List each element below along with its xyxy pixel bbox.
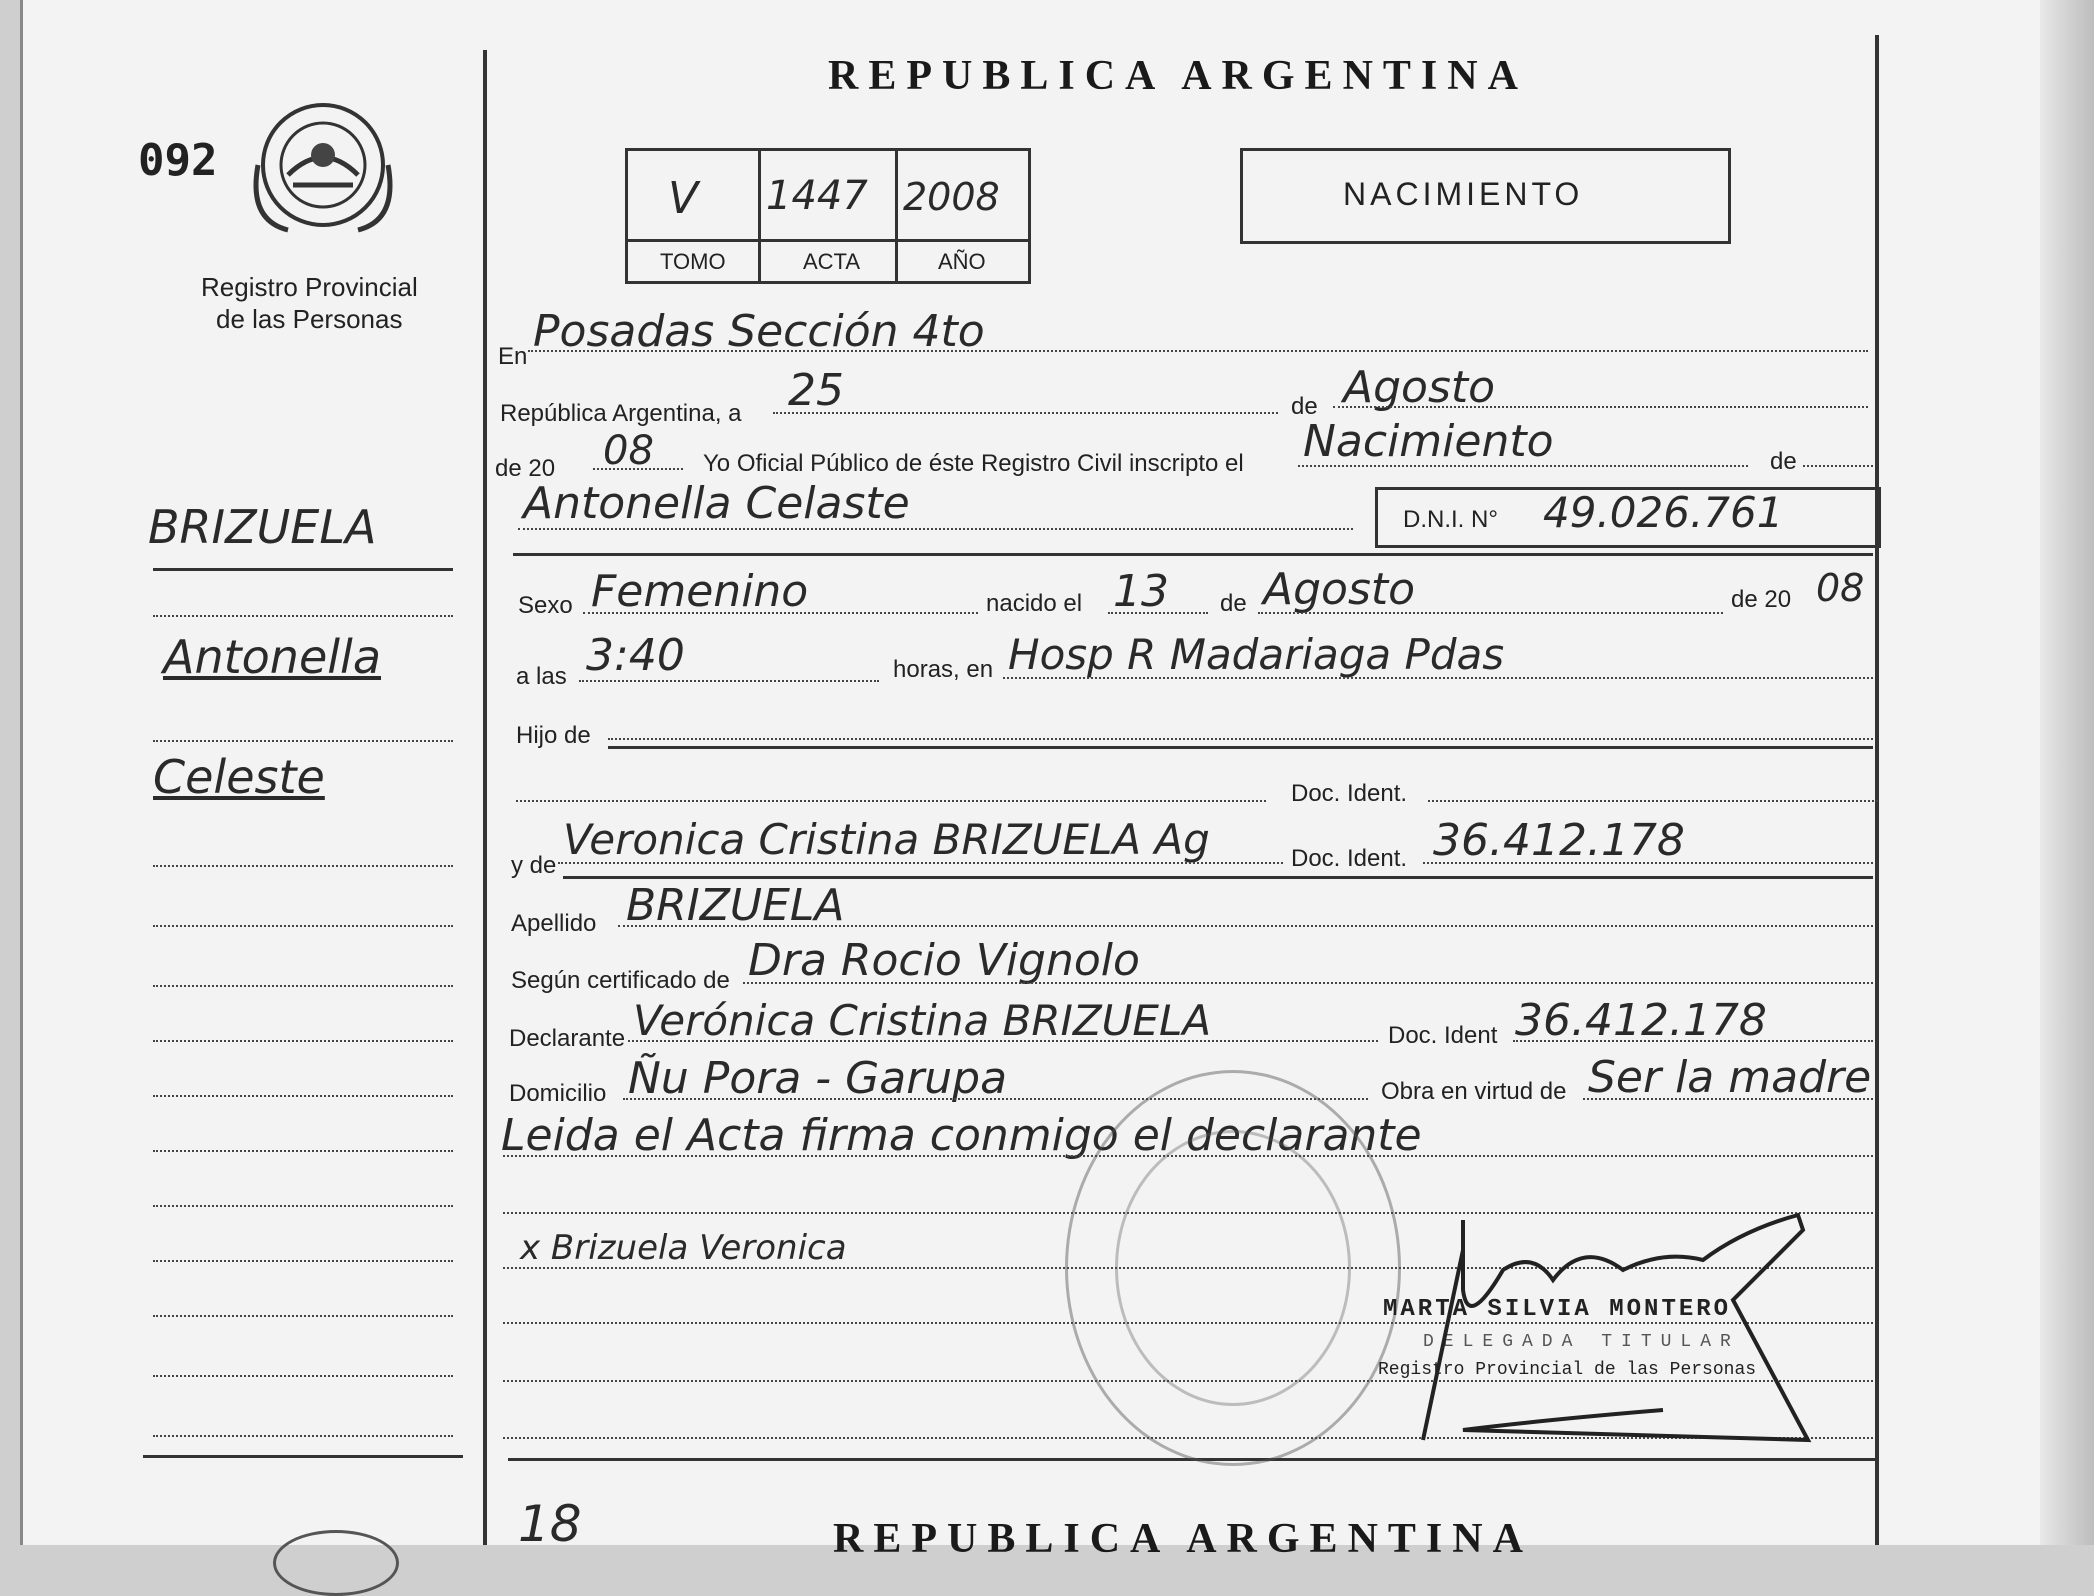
sidebar-dotline [153,1205,453,1207]
de-label: de [1291,393,1318,420]
sidebar-second-name: Celeste [153,750,325,804]
inscripto-value: Nacimiento [1303,416,1554,467]
row-line [743,982,1873,984]
de20-label: de 20 [495,455,556,482]
sidebar-dotline [153,740,453,742]
row-line [1333,406,1868,408]
row-line [563,876,1873,879]
dni-label: D.N.I. N° [1403,506,1498,533]
sexo-label: Sexo [518,592,573,619]
row-line [518,528,1353,530]
row-line [1108,612,1208,614]
month-value: Agosto [1343,362,1496,413]
row-line [1258,612,1723,614]
row-line [773,412,1278,414]
document-page [20,0,2063,1562]
row-line [618,925,1873,927]
birth-year: 08 [1816,566,1865,610]
row-line [1003,677,1873,679]
sidebar-dotline [153,1040,453,1042]
republica-label: República Argentina, a [500,400,742,427]
certificado-value: Dra Rocio Vignolo [748,935,1140,986]
en-label: En [498,343,528,370]
de-label2: de [1770,448,1797,475]
apellido-value: BRIZUELA [626,880,845,931]
declarante-label: Declarante [509,1025,626,1052]
sidebar-first-name: Antonella [163,630,382,684]
official-office: Registro Provincial de las Personas [1378,1360,1757,1380]
row-line [1298,465,1748,467]
row-line [628,1040,1378,1042]
sidebar-dotline [153,1095,453,1097]
dni-value: 49.026.761 [1543,488,1784,537]
sidebar-dotline [153,615,453,617]
declarante-value: Verónica Cristina BRIZUELA [633,996,1212,1045]
doc-ident-label3: Doc. Ident [1388,1022,1498,1049]
row-line [579,680,879,682]
apellido-label: Apellido [511,910,597,937]
oficial-label: Yo Oficial Público de éste Registro Civil inscripto el [703,450,1244,477]
sidebar-bottom-line [143,1455,463,1458]
hijo-label: Hijo de [516,722,591,749]
acta-value: 1447 [766,173,868,219]
row-line [593,468,683,470]
acta-label: ACTA [803,249,861,274]
row-line [528,350,1868,352]
row-line [1423,862,1873,864]
madre-doc: 36.412.178 [1433,815,1685,866]
de20-label2: de 20 [1731,586,1792,613]
madre-value: Veronica Cristina BRIZUELA Ag [563,815,1210,864]
year-value: 08 [603,428,654,474]
footer-title: REPUBLICA ARGENTINA [833,1516,1533,1562]
sidebar-dotline [153,1150,453,1152]
sidebar-dotline [153,1375,453,1377]
page-edge [2040,0,2094,1545]
row-line [558,862,1283,864]
act-type: NACIMIENTO [1343,176,1584,212]
registry-name-line1: Registro Provincial [201,272,418,302]
registry-number: 092 [138,135,218,186]
yde-label: y de [511,852,557,879]
official-signature [1403,1210,1823,1450]
sidebar-dotline [153,1435,453,1437]
registry-name-line2: de las Personas [216,304,403,334]
alas-label: a las [516,663,567,690]
anio-value: 2008 [903,175,1000,219]
row-line [608,738,1873,740]
tomo-label: TOMO [660,249,726,274]
declarant-signature: x Brizuela Veronica [520,1228,847,1268]
footer-mark: 18 [518,1495,582,1553]
certificado-label: Según certificado de [511,967,730,994]
sidebar-surname: BRIZUELA [148,500,377,554]
obra-value: Ser la madre [1588,1052,1872,1103]
horas-label: horas, en [893,656,994,683]
de-label3: de [1220,590,1247,617]
sidebar-dotline [153,1260,453,1262]
day-value: 25 [788,365,844,416]
row-line [513,553,1873,556]
footer-seal-icon [273,1530,399,1596]
row-line [1583,1098,1873,1100]
dni-box [1375,487,1881,548]
row-line [1803,465,1873,467]
anio-label: AÑO [938,249,986,274]
act-type-box [1240,148,1731,244]
sidebar-dotline [153,865,453,867]
birth-day: 13 [1113,566,1169,617]
sidebar-dotline [153,925,453,927]
row-line [608,746,1873,749]
sidebar-dotline [153,1315,453,1317]
declarante-doc: 36.412.178 [1515,995,1767,1046]
tomo-value: V [668,173,699,224]
doc-ident-label2: Doc. Ident. [1291,845,1408,872]
row-line [583,612,978,614]
sidebar-dotline [153,985,453,987]
column-divider [483,50,487,1545]
header-title: REPUBLICA ARGENTINA [828,53,1528,99]
row-line [516,800,1266,802]
obra-label: Obra en virtud de [1381,1078,1567,1105]
nacido-label: nacido el [986,590,1083,617]
tomo-acta-anio-box [625,148,1031,284]
birth-month: Agosto [1263,564,1416,615]
row-line [1428,800,1878,802]
domicilio-value: Ñu Pora - Garupa [628,1053,1008,1104]
registry-stamp-inner [1115,1130,1351,1406]
domicilio-label: Domicilio [509,1080,607,1107]
sidebar-underline [153,568,453,571]
en-value: Posadas Sección 4to [533,306,985,357]
official-name: MARTA SILVIA MONTERO [1383,1296,1732,1323]
name-value: Antonella Celaste [523,478,910,529]
right-border [1875,35,1879,1545]
doc-ident-label1: Doc. Ident. [1291,780,1408,807]
row-line [1513,1040,1873,1042]
lugar-value: Hosp R Madariaga Pdas [1008,630,1505,679]
province-seal-icon [248,80,398,250]
leida-value: Leida el Acta firma conmigo el declarante [501,1110,1422,1161]
sexo-value: Femenino [591,566,809,617]
official-title: DELEGADA TITULAR [1423,1332,1740,1352]
hora-value: 3:40 [586,630,685,681]
